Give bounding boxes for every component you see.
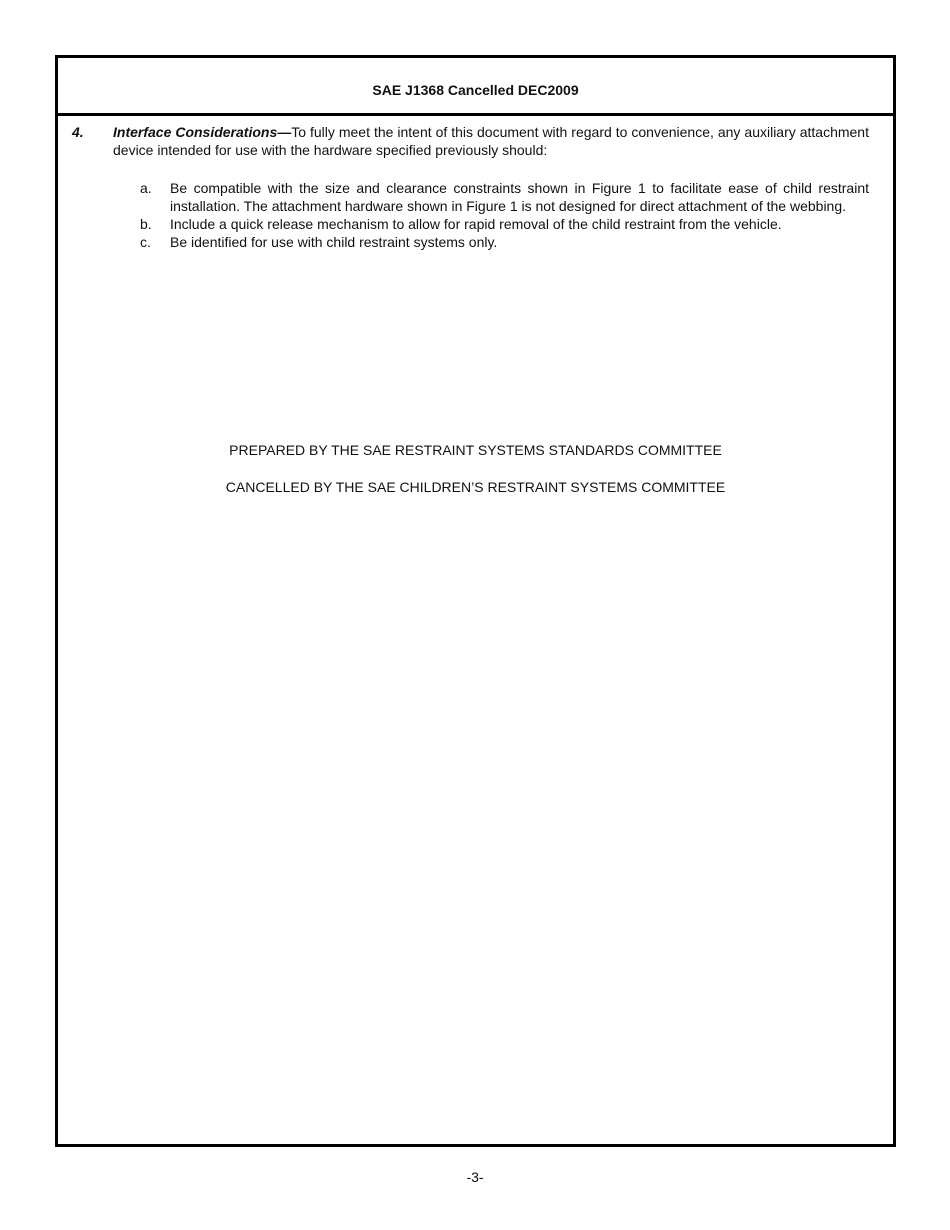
list-marker: a. bbox=[140, 180, 152, 196]
list-marker: c. bbox=[140, 234, 151, 250]
page-number: -3- bbox=[466, 1169, 484, 1185]
section-heading: Interface Considerations— bbox=[113, 124, 292, 140]
list-item bbox=[140, 233, 869, 251]
document-title: SAE J1368 Cancelled DEC2009 bbox=[372, 82, 579, 98]
section-intro: To fully meet the intent of this document with regard to convenience, any auxiliary attachment device intended for use with the hardware specified previously should: bbox=[113, 124, 869, 158]
list-item-text: Be compatible with the size and clearance constraints shown in Figure 1 to facilitate ease of child restraint installation. The attachment hardware shown in Figure 1 is not designed for direct attachment of the webbing. bbox=[170, 180, 869, 214]
requirements-list bbox=[140, 179, 869, 251]
list-item bbox=[140, 215, 869, 233]
list-item bbox=[140, 179, 869, 215]
cancelled-by-note: CANCELLED BY THE SAE CHILDREN’S RESTRAINT SYSTEMS COMMITTEE bbox=[225, 479, 726, 495]
list-item-text: Be identified for use with child restraint systems only. bbox=[170, 234, 498, 250]
section-number: 4. bbox=[72, 124, 84, 140]
list-marker: b. bbox=[140, 216, 152, 232]
prepared-by-note: PREPARED BY THE SAE RESTRAINT SYSTEMS STANDARDS COMMITTEE bbox=[229, 442, 722, 458]
list-item-text: Include a quick release mechanism to allow for rapid removal of the child restraint from the vehicle. bbox=[170, 216, 782, 232]
document-header bbox=[58, 58, 893, 116]
page-frame bbox=[55, 55, 896, 1147]
section-paragraph bbox=[113, 123, 869, 159]
